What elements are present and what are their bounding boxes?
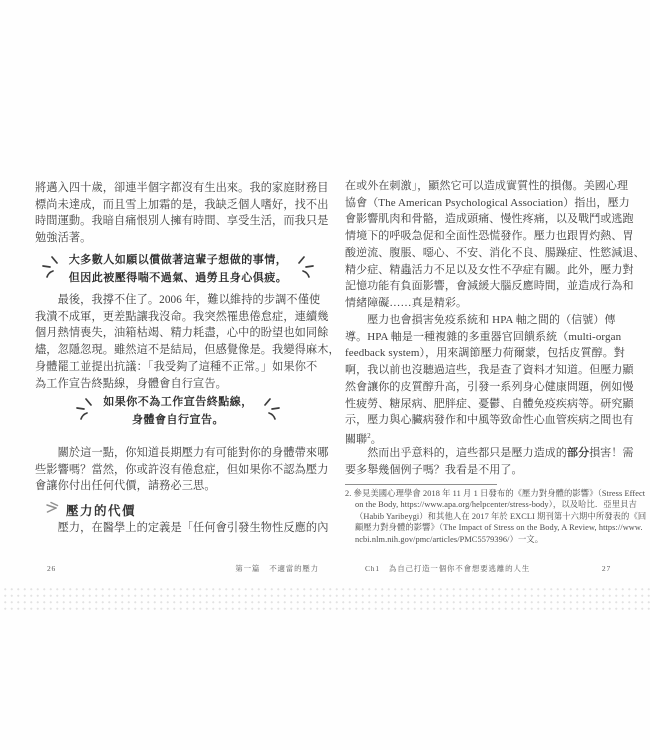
- text-line: 情緒障礙……真是精彩。: [345, 296, 468, 309]
- text-line: 身體罷工並提出抗議：「我受夠了這種不正常。」如果你不: [35, 360, 318, 373]
- text-line: 關聯$^2$。: [345, 432, 382, 446]
- quote-decoration-left-icon: [76, 396, 92, 427]
- footnote: [345, 488, 647, 545]
- text-line: 時間運動。我暗自痛恨別人擁有時間、享受生活，而我只是: [35, 215, 329, 228]
- quote-decoration-left-icon: [42, 254, 58, 285]
- pull-quote: [35, 251, 321, 287]
- text-line: 性疲勞、糖尿病、肥胖症、憂鬱、自體免疫疾病等。研究顯: [345, 397, 634, 410]
- text-line: 勉強活著。: [35, 232, 92, 245]
- paragraph: [345, 312, 634, 448]
- paragraph: [35, 445, 329, 495]
- quote-text: [69, 251, 288, 287]
- text-line: 記憶功能有負面影響，會減緩大腦反應時間，並造成行為和: [345, 280, 634, 293]
- page-footer: [47, 563, 319, 574]
- running-title: 不適當的壓力: [269, 564, 319, 573]
- page-footer: [365, 563, 611, 574]
- text-line: 導。HPA 軸是一種複雜的多重器官回饋系統（multi-organ: [345, 330, 622, 343]
- text-line: 如果你不為工作宣告終點線，: [103, 396, 253, 408]
- text-line: 些影響嗎？當然，你或許沒有倦怠症，但如果你不認為壓力: [35, 463, 329, 476]
- text-line: 精少症、精蟲活力不足以及女性不孕症有關。此外，壓力對: [345, 263, 634, 276]
- section-heading: [35, 501, 321, 519]
- text-line: 要多舉幾個例子嗎？我看是不用了。: [345, 463, 523, 476]
- text-line: 我潰不成軍，更差點讓我沒命。我突然罹患倦怠症，連續幾: [35, 310, 329, 323]
- section-heading-label: 壓力的代價: [66, 504, 137, 518]
- running-title: 為自己打造一個你不會想要逃離的人生: [388, 564, 531, 573]
- running-section: 第一篇: [235, 564, 261, 573]
- running-chapter: Ch1: [365, 564, 380, 573]
- text-line: 酸逆流、腹脹、噁心、不安、消化不良、腸躁症、性慾減退、: [345, 246, 645, 259]
- quote-decoration-right-icon: [298, 254, 314, 285]
- page-number: 26: [47, 564, 57, 573]
- text-line: ncbi.nlm.nih.gov/pmc/articles/PMC5579396/）一文。: [355, 534, 544, 544]
- text-line: 壓力也會損害免疫系統和 HPA 軸之間的（信號）傳: [345, 314, 616, 326]
- text-line: 但因此被壓得喘不過氣、過勞且身心俱疲。: [68, 272, 288, 284]
- text-line: 顧壓力對身體的影響》（The Impact of Stress on the Body, A Review, https://www.: [355, 523, 643, 533]
- text-line: 然而出乎意料的，這些都只是壓力造成的部分損害！需: [345, 447, 634, 459]
- text-line: 會讓你付出任何代價，請務必三思。: [35, 480, 216, 493]
- text-line: 情境下的呼吸急促和全面性恐慌發作。壓力也跟胃灼熱、胃: [345, 230, 634, 243]
- text-line: 標尚未達成，而且雪上加霜的是，我缺乏個人嗜好，找不出: [35, 198, 329, 211]
- text-line: 身體會自行宣告。: [132, 414, 224, 426]
- text-line: 為工作宣告終點線，身體會自行宣告。: [35, 377, 227, 390]
- text-line: 啊，我以前也沒聽過這些，我是查了資料才知道。但壓力顯: [345, 364, 634, 377]
- paragraph: [35, 180, 329, 247]
- paragraph: [345, 445, 634, 478]
- text-line: 會影響肌肉和骨骼，造成頭痛、慢性疼痛，以及戰鬥或逃跑: [345, 213, 634, 226]
- text-line: 燼，忽隱忽現。雖然這不是結局，但感覺像是。我變得麻木，: [35, 344, 340, 357]
- text-line: 大多數人如願以償做著這輩子想做的事情，: [68, 254, 288, 266]
- text-line: feedback system），用來調節壓力荷爾蒙，包括皮質醇。對: [345, 347, 625, 360]
- dotted-pattern: [0, 584, 650, 610]
- paragraph: [35, 520, 329, 537]
- quote-decoration-right-icon: [264, 396, 280, 427]
- text-line: 示，壓力與心臟病發作和中風等致命性心血管疾病之間也有: [345, 414, 634, 427]
- footnote-divider: [345, 484, 497, 485]
- text-line: 個月熱情喪失，油箱枯竭、精力耗盡，心中的盼望也如同餘: [35, 327, 329, 340]
- section-heading-arrow-icon: [45, 501, 59, 519]
- text-line: 2. 參見美國心理學會 2018 年 11 月 1 日發布的《壓力對身體的影響》（Stress Effect: [345, 489, 646, 498]
- text-line: 壓力，在醫學上的定義是「任何會引發生物性反應的內: [35, 522, 329, 534]
- text-line: 最後，我撐不住了。2006 年，難以維持的步調不僅使: [35, 294, 321, 306]
- text-line: on the Body, https://www.apa.org/helpcenter/stress-body），以及哈比．亞里貝吉: [355, 500, 637, 510]
- text-line: 協會（The American Psychological Association）指出，壓力: [345, 196, 630, 209]
- text-line: （Habib Yaribeygi）和其他人在 2017 年於 EXCLI 期刊第十六期中所發表的《回: [355, 511, 647, 521]
- page-number: 27: [601, 564, 611, 573]
- text-line: 將邁入四十歲，卻連半個字都沒有生出來。我的家庭財務目: [35, 182, 329, 194]
- paragraph: [35, 292, 340, 392]
- text-line: 關於這一點，你知道長期壓力有可能對你的身體帶來哪: [35, 447, 329, 459]
- text-line: 在或外在刺激」，顯然它可以造成實質性的損傷。美國心理: [345, 180, 629, 192]
- quote-text: [103, 393, 253, 429]
- text-line: 然會讓你的皮質醇升高，引發一系列身心健康問題，例如慢: [345, 380, 634, 393]
- paragraph: [345, 178, 645, 312]
- pull-quote: [35, 393, 321, 429]
